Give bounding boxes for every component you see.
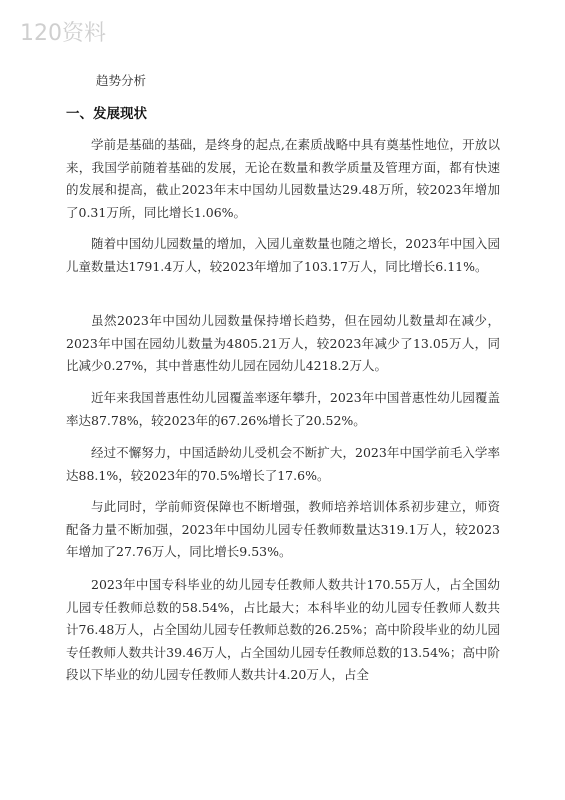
paragraph-5: 经过不懈努力，中国适龄幼儿受机会不断扩大，2023年中国学前毛入学率达88.1%，较2023年的70.5%增长了17.6%。: [66, 445, 500, 483]
paragraph-2: 随着中国幼儿园数量的增加，入园儿童数量也随之增长，2023年中国入园儿童数量达1791.4万人，较2023年增加了103.17万人，同比增长6.11%。: [66, 236, 500, 274]
paragraph-7: 2023年中国专科毕业的幼儿园专任教师人数共计170.55万人，占全国幼儿园专任教师总数的58.54%，占比最大；本科毕业的幼儿园专任教师人数共计76.48万人，占全国幼儿园专任教师总数的26.25%；高中阶段毕业的幼儿园专任教师人数共计39.46万人，占全国幼儿园专任教师总数的13.54%；高中阶段以下毕业的幼儿园专任教师人数共计4.20万人，占全: [66, 577, 500, 683]
watermark-logo: 120资料: [20, 21, 106, 46]
document-title: 趋势分析: [96, 73, 147, 88]
paragraph-3: 虽然2023年中国幼儿园数量保持增长趋势，但在园幼儿数量却在减少，2023年中国在园幼儿数量为4805.21万人，较2023年减少了13.05万人，同比减少0.27%，其中普惠性幼儿园在园幼儿4218.2万人。: [66, 313, 500, 374]
paragraph-6: 与此同时，学前师资保障也不断增强，教师培养培训体系初步建立，师资配备力量不断加强，2023年中国幼儿园专任教师数量达319.1万人，较2023年增加了27.76万人，同比增长9.53%。: [66, 499, 500, 560]
paragraph-1: 学前是基础的基础，是终身的起点,在素质战略中具有奠基性地位，开放以来，我国学前随着基础的发展，无论在数量和教学质量及管理方面，都有快速的发展和提高，截止2023年末中国幼儿园数量达29.48万所，较2023年增加了0.31万所，同比增长1.06%。: [66, 137, 500, 220]
paragraph-4: 近年来我国普惠性幼儿园覆盖率逐年攀升，2023年中国普惠性幼儿园覆盖率达87.78%，较2023年的67.26%增长了20.52%。: [66, 390, 500, 428]
section-heading: 一、发展现状: [66, 106, 147, 122]
